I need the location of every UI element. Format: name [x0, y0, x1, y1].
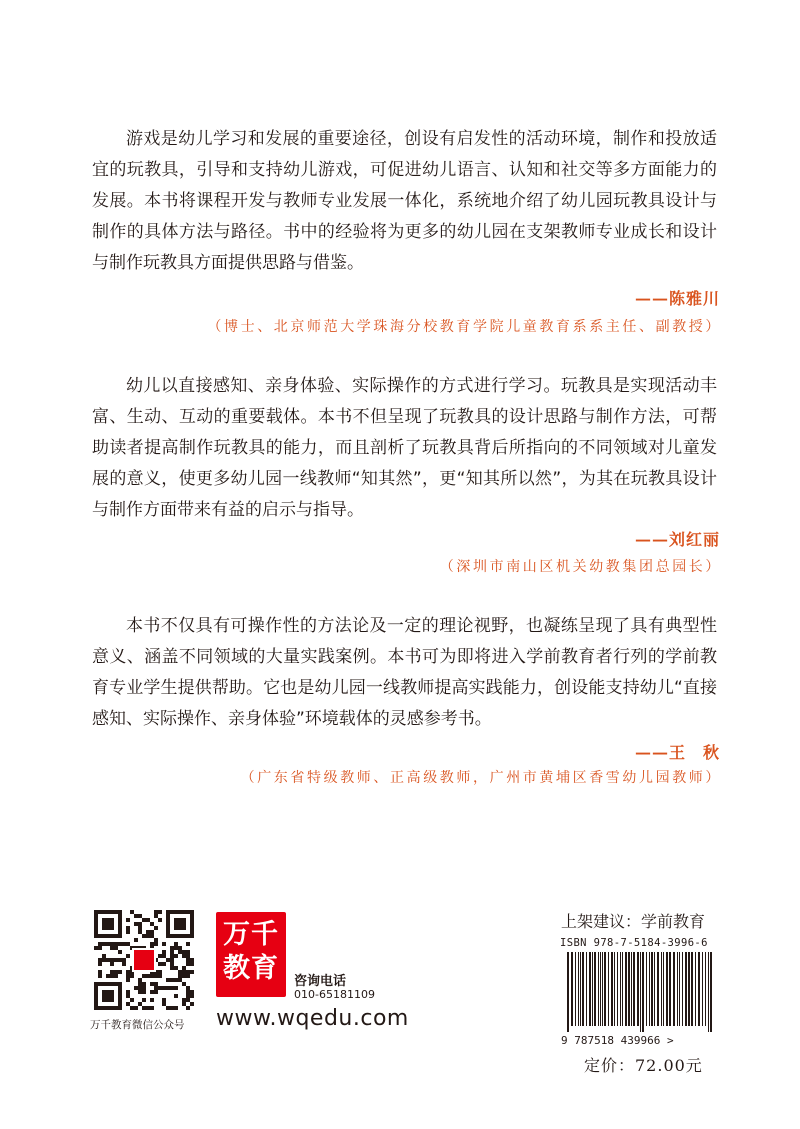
review-1-text: 游戏是幼儿学习和发展的重要途径，创设有启发性的活动环境，制作和投放适宜的玩教具，引导和支持幼儿游戏，可促进幼儿语言、认知和社交等多方面能力的发展。本书将课程开发与教师专业发展一体化，系统地介绍了幼儿园玩教具设计与制作的具体方法与路径。书中的经验将为更多的幼儿园在支架教师专业成长和设计与制作玩教具方面提供思路与借鉴。 [92, 129, 717, 273]
review-1-affiliation: （博士、北京师范大学珠海分校教育学院儿童教育系系主任、副教授） [207, 319, 722, 335]
qr-code-icon [94, 910, 194, 1010]
review-2-text: 幼儿以直接感知、亲身体验、实际操作的方式进行学习。玩教具是实现活动丰富、生动、互动的重要载体。本书不但呈现了玩教具的设计思路与制作方法，可帮助读者提高制作玩教具的能力，而且剖析了玩教具背后所指向的不同领域对儿童发展的意义，使更多幼儿园一线教师“知其然”，更“知其所以然”，为其在玩教具设计与制作方面带来有益的启示与指导。 [92, 376, 717, 520]
review-2-affiliation: （深圳市南山区机关幼教集团总园长） [439, 559, 722, 575]
logo-text-top: 万千 [223, 919, 279, 950]
shelf-suggestion: 上架建议：学前教育 [561, 912, 706, 931]
qr-center-logo [132, 948, 156, 972]
barcode-digits: 9 787518 439966 > [561, 1034, 674, 1047]
review-1-signature: ——陈雅川 [634, 289, 720, 308]
barcode-icon [565, 952, 715, 1032]
logo-text-bottom: 教育 [223, 953, 279, 984]
isbn-text: ISBN 978-7-5184-3996-6 [560, 937, 708, 949]
hotline-number: 010-65181109 [294, 988, 375, 1001]
price: 定价：72.00元 [584, 1056, 703, 1075]
publisher-logo [216, 912, 286, 997]
hotline-label: 咨询电话 [294, 974, 347, 989]
review-3-signature: ——王 秋 [634, 743, 720, 762]
review-2-signature: ——刘红丽 [634, 530, 720, 549]
review-3-affiliation: （广东省特级教师、正高级教师，广州市黄埔区香雪幼儿园教师） [240, 770, 722, 786]
review-3-text: 本书不仅具有可操作性的方法论及一定的理论视野，也凝练呈现了具有典型性意义、涵盖不同领域的大量实践案例。本书可为即将进入学前教育者行列的学前教育专业学生提供帮助。它也是幼儿园一线教师提高实践能力，创设能支持幼儿“直接感知、实际操作、亲身体验”环境载体的灵感参考书。 [92, 616, 717, 729]
qr-caption: 万千教育微信公众号 [90, 1019, 185, 1031]
website-link[interactable]: www.wqedu.com [216, 1006, 409, 1031]
